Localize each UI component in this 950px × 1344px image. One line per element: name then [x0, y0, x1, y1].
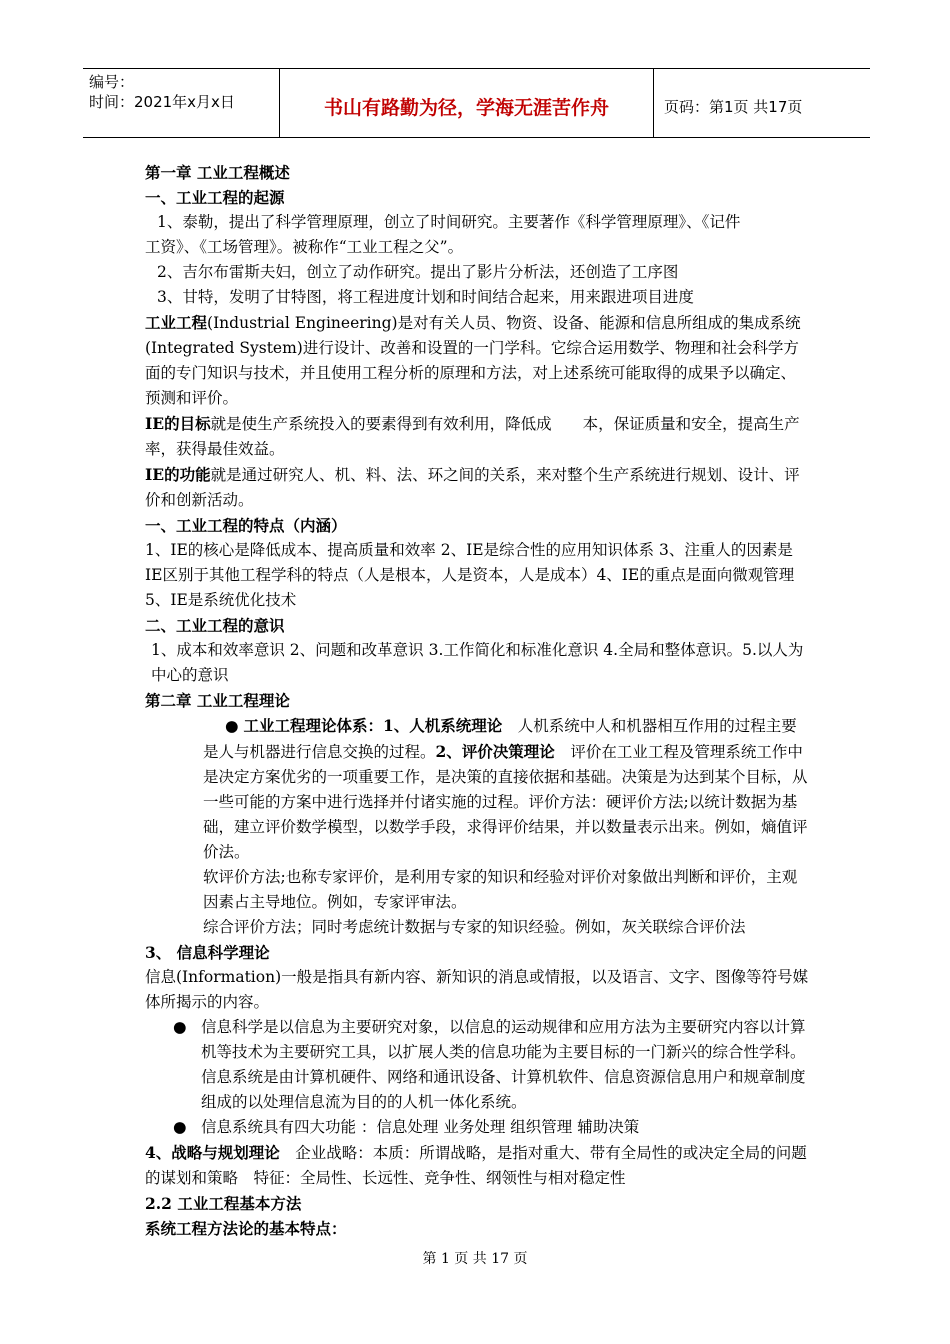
header-page-info: 页码：第1页 共17页: [664, 97, 803, 116]
list-item: [173, 1115, 810, 1140]
origin-heading: 一、工业工程的起源: [145, 188, 285, 207]
time-label: 时间：2021年x月x日: [89, 93, 235, 111]
awareness-text: 1、成本和效率意识 2、问题和改革意识 3.工作简化和标准化意识 4.全局和整体意识。5.以人为中心的意识: [151, 641, 804, 684]
theory-system-block: [203, 713, 810, 940]
page-footer: 第 1 页 共 17 页: [422, 1251, 528, 1267]
ie-goal: [145, 411, 810, 462]
soft-evaluation: 软评价方法;也称专家评价，是利用专家的知识和经验对评价对象做出判断和评价，主观因素占主导地位。例如，专家评审法。: [203, 868, 798, 911]
origin-item-2: 2、吉尔布雷斯夫妇，创立了动作研究。提出了影片分析法，还创造了工序图: [157, 263, 679, 281]
info-science-bullet-2: 信息系统具有四大功能 ：信息处理 业务处理 组织管理 辅助决策: [201, 1118, 640, 1136]
bullet-icon: ●: [173, 1118, 187, 1136]
theory-system-paragraph: [203, 713, 810, 865]
origin-item-1a: 1、泰勒，提出了科学管理原理，创立了时间研究。主要著作《科学管理原理》、《记件: [157, 213, 741, 231]
bullet-icon: ●: [173, 1018, 187, 1036]
features-heading: 一、工业工程的特点（内涵）: [145, 516, 347, 535]
strategy-paragraph: [145, 1140, 810, 1191]
theory-text-1: 人机系统中人和机器相互作用的过程主要是人与机器进行信息交换的过程。: [203, 717, 797, 761]
features-text: 1、IE的核心是降低成本、提高质量和效率 2、IE是综合性的应用知识体系 3、注重人的因素是IE区别于其他工程学科的特点（人是根本，人是资本，人是成本）4、IE的重点是面向微观管理 5、IE是系统优化技术: [145, 541, 795, 609]
document-body: [145, 160, 810, 1241]
list-item: [173, 1015, 810, 1115]
ie-definition: [145, 310, 810, 411]
methods-subheading: 系统工程方法论的基本特点：: [145, 1219, 347, 1238]
ie-function-term: IE的功能: [145, 465, 211, 484]
info-definition: 信息(Information)一般是指具有新内容、新知识的消息或情报，以及语言、文字、图像等符号媒体所揭示的内容。: [145, 968, 809, 1011]
comprehensive-evaluation: 综合评价方法；同时考虑统计数据与专家的知识经验。例如，灰关联综合评价法: [203, 918, 746, 936]
info-science-bullet-1: 信息科学是以信息为主要研究对象，以信息的运动规律和应用方法为主要研究内容以计算机等技术为主要研究工具，以扩展人类的信息功能为主要目标的一门新兴的综合性学科。信息系统是由计算机硬件、网络和通讯设备、计算机软件、信息资源信息用户和规章制度组成的以处理信息流为目的的人机一体化系统。: [201, 1018, 806, 1111]
chapter-1-title: 第一章 工业工程概述: [145, 163, 290, 182]
origin-item-3: 3、甘特，发明了甘特图，将工程进度计划和时间结合起来，用来跟进项目进度: [157, 288, 694, 306]
page-header: [83, 68, 870, 138]
chapter-2-title: 第二章 工业工程理论: [145, 691, 290, 710]
ie-goal-text: 就是使生产系统投入的要素得到有效利用，降低成 本，保证质量和安全，提高生产率，获得最佳效益。: [145, 415, 800, 458]
ie-function-text: 就是通过研究人、机、料、法、环之间的关系，来对整个生产系统进行规划、设计、评价和创新活动。: [145, 466, 800, 509]
methods-heading: 2.2 工业工程基本方法: [145, 1194, 302, 1213]
header-motto: 书山有路勤为径，学海无涯苦作舟: [280, 69, 654, 137]
theory-label-2: 2、评价决策理论: [435, 742, 555, 761]
header-meta: [83, 69, 280, 137]
awareness-heading: 二、工业工程的意识: [145, 616, 285, 635]
theory-text-2: 评价在工业工程及管理系统工作中是决定方案优劣的一项重要工作，是决策的直接依据和基础。决策是为达到某个目标，从一些可能的方案中进行选择并付诸实施的过程。评价方法：硬评价方法;以统计数据为基础，建立评价数学模型，以数学手段，求得评价结果，并以数量表示出来。例如，熵值评价法。: [203, 743, 808, 861]
ie-definition-term: 工业工程: [145, 313, 208, 332]
number-label: 编号：: [89, 73, 135, 91]
strategy-text: 企业战略：本质：所谓战略，是指对重大、带有全局性的或决定全局的问题的谋划和策略 特征：全局性、长远性、竞争性、纲领性与相对稳定性: [145, 1144, 807, 1187]
bullet-icon: ●: [225, 717, 239, 735]
ie-definition-text: (Industrial Engineering)是对有关人员、物资、设备、能源和信息所组成的集成系统(Integrated System)进行设计、改善和设置的一门学科。它综合运用数学、物理和社会科学方面的专门知识与技术，并且使用工程分析的原理和方法，对上述系统可能取得的成果予以确定、预测和评价。: [145, 314, 801, 407]
info-science-heading: 3、 信息科学理论: [145, 943, 270, 962]
theory-label-1: 工业工程理论体系：1、人机系统理论: [243, 716, 503, 735]
origin-item-1b: 工资》、《工场管理》。被称作“工业工程之父”。: [145, 238, 464, 256]
ie-function: [145, 462, 810, 513]
ie-goal-term: IE的目标: [145, 414, 211, 433]
strategy-heading: 4、战略与规划理论: [145, 1143, 280, 1162]
